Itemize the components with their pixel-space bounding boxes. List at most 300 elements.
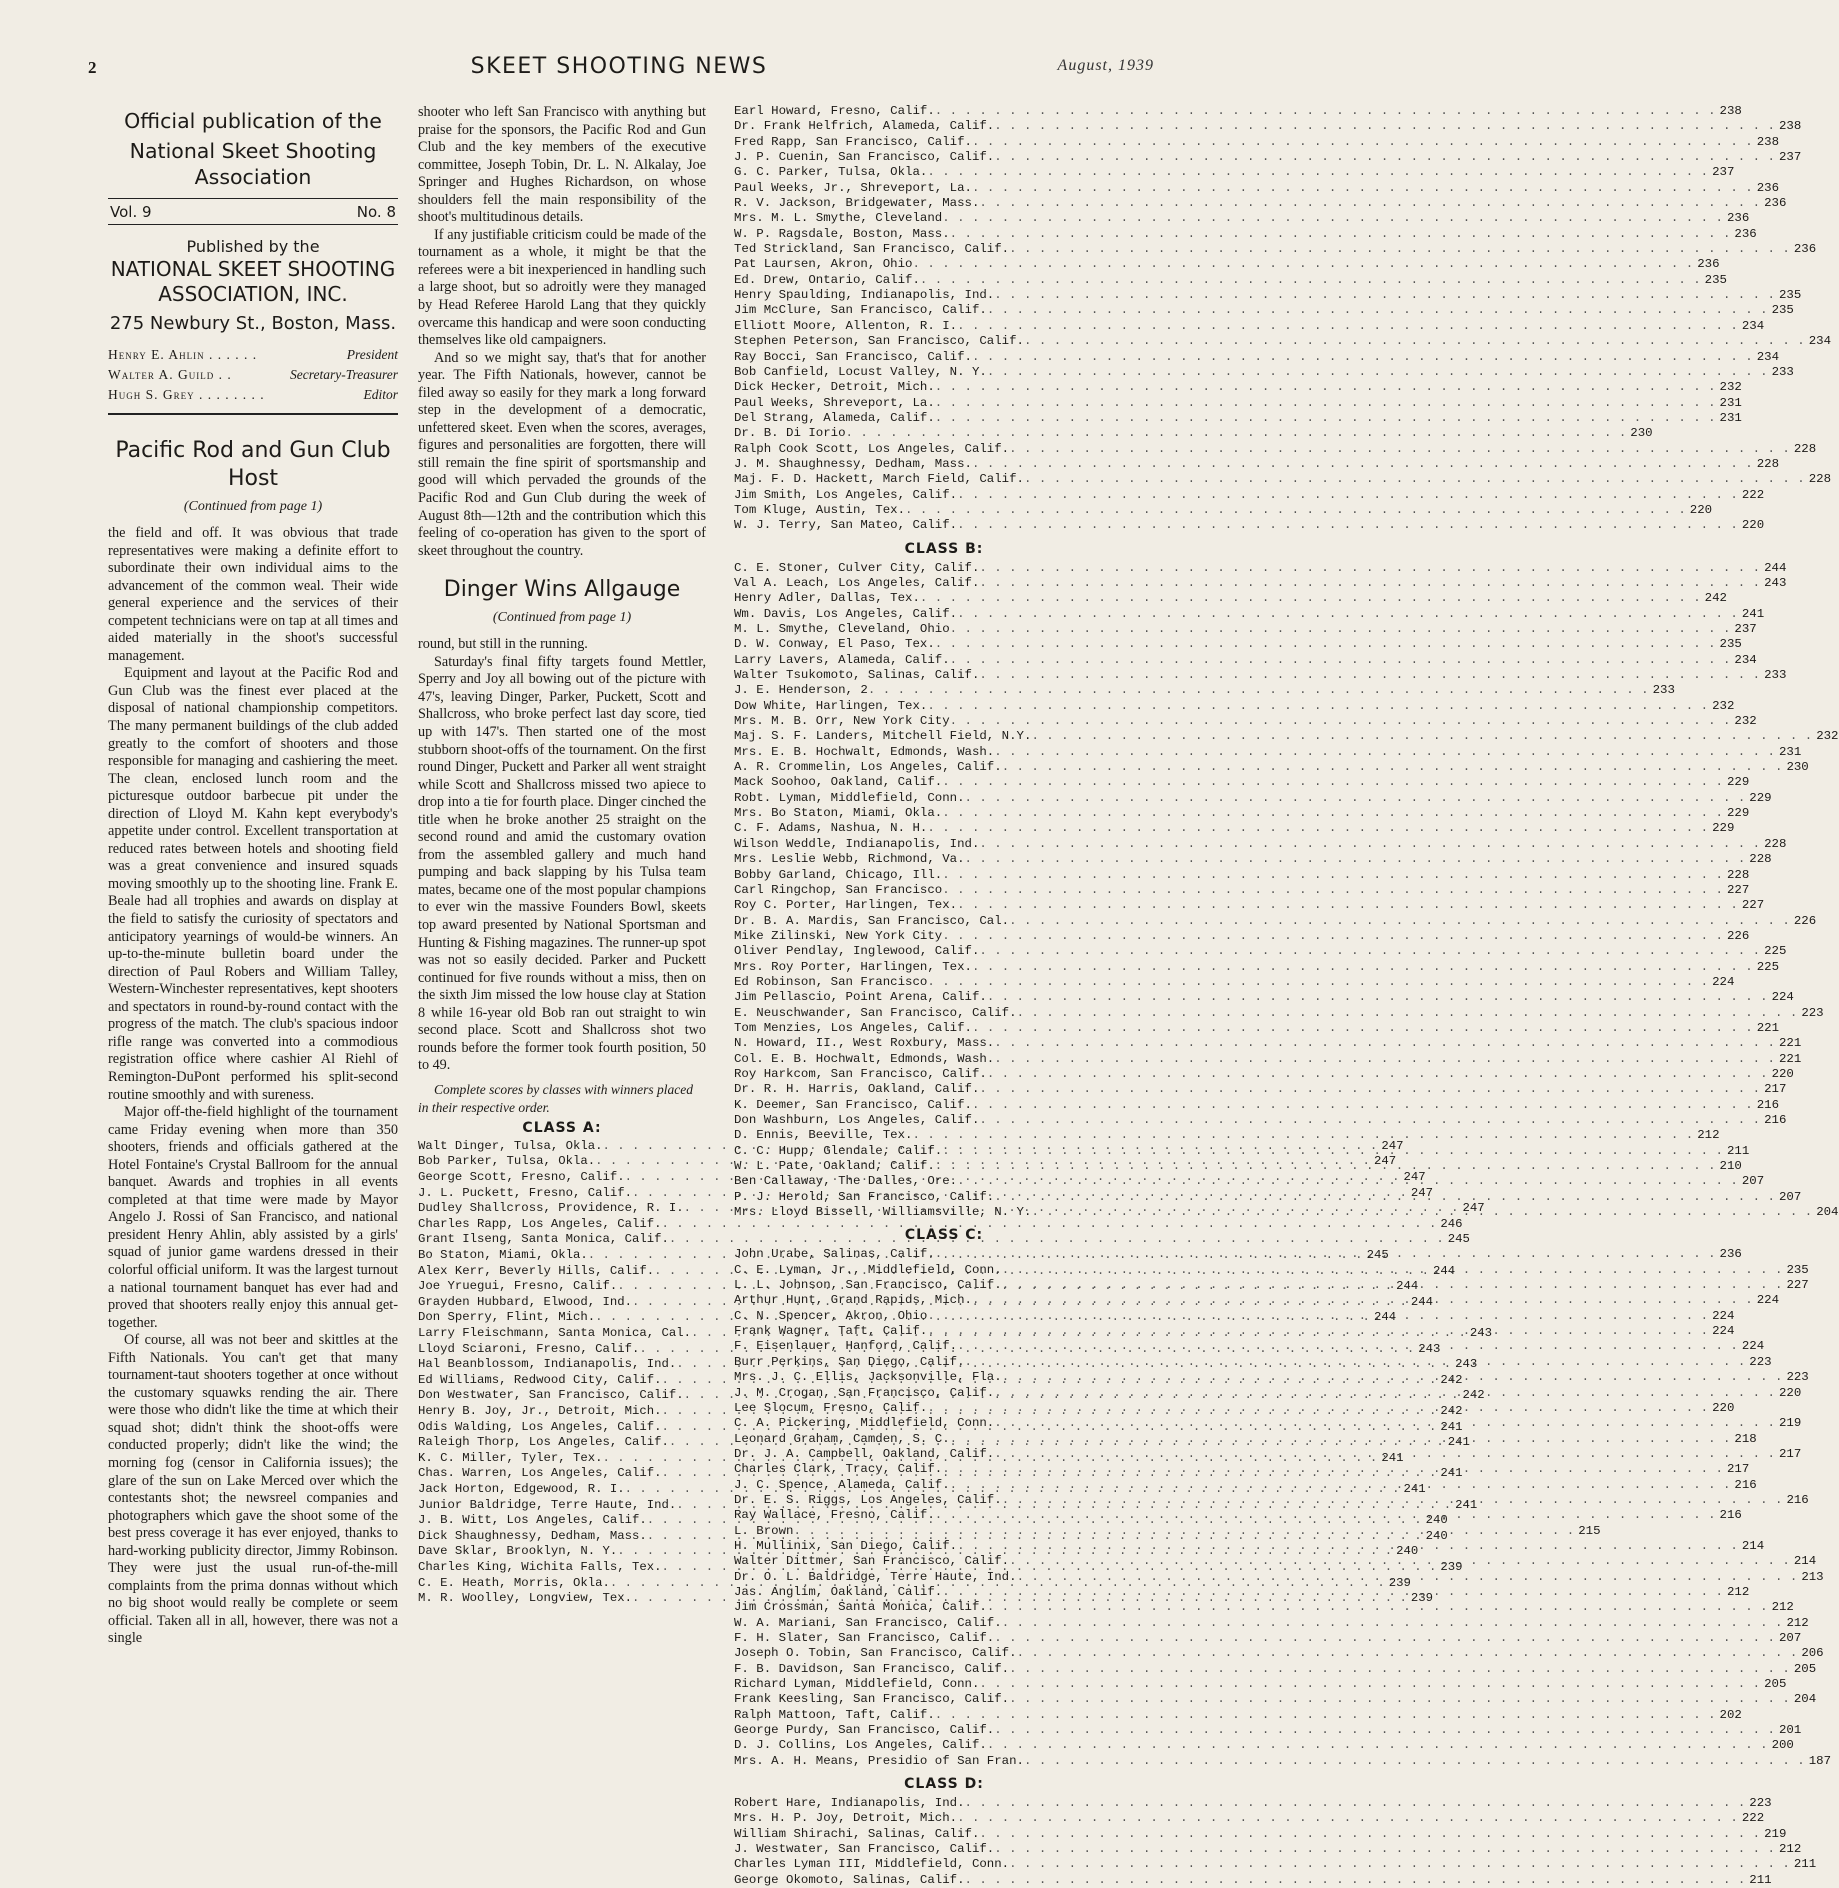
shooter-name: Ralph Cook Scott, Los Angeles, Calif. <box>734 441 1010 456</box>
shooter-name: C. N. Spencer, Akron, Ohio <box>734 1308 928 1323</box>
score-row <box>734 1020 1780 1036</box>
shooter-name: C. E. Stoner, Culver City, Calif. <box>734 560 980 575</box>
shooter-name: Don Sperry, Flint, Mich. <box>418 1310 596 1325</box>
shooter-score: 232 <box>1719 380 1742 395</box>
dot-leader <box>950 714 1731 729</box>
shooter-score: 223 <box>1801 1005 1824 1020</box>
dot-leader <box>994 1447 1775 1462</box>
shooter-name: Maj. S. F. Landers, Mitchell Field, N.Y. <box>734 729 1032 744</box>
dot-leader <box>1009 914 1790 929</box>
dot-leader <box>1024 472 1805 487</box>
shooter-name: Walt Dinger, Tulsa, Okla. <box>418 1138 603 1153</box>
paragraph: Of course, all was not beer and skittles at the Fifth Nationals. You can't get that many tournament-taut shooters together at once without the customary squawks rending the air. There were those who didn't like the time at which their squad shot; didn't think the shoot-offs were conducted properly; didn't like the wind; the morning fog (censor in California issues); the glare of the sun on Lake Merced over which the contestants shot; the newsreel companies and photographers which gave the shoot some of the best press coverage it has ever enjoyed, thanks to hard-working publicity director, Jimmy Robinson. They were just the usual run-of-the-mill complaints from the prima donnas without which no big shoot would really be complete or seem official. Taken all in all, however, there was not a single <box>108 1332 398 1647</box>
dot-leader <box>972 135 1753 150</box>
shooter-score: 220 <box>1689 502 1713 517</box>
dot-leader <box>979 1082 1760 1097</box>
score-row <box>734 714 1757 729</box>
shooter-score: 211 <box>1749 1872 1772 1887</box>
score-row <box>734 790 1772 806</box>
association-address: 275 Newbury St., Boston, Mass. <box>109 313 397 334</box>
class-d-heading: CLASS D: <box>904 1776 984 1793</box>
shooter-name: F. H. Slater, San Francisco, Calif. <box>734 1631 995 1645</box>
shooter-score: 236 <box>1734 226 1757 241</box>
dot-leader <box>957 1539 1738 1554</box>
shooter-name: M. L. Smythe, Cleveland, Ohio <box>734 622 950 636</box>
dot-leader <box>1002 1370 1783 1385</box>
score-row <box>734 395 1742 411</box>
column-1 <box>108 104 398 1648</box>
shooter-score: 217 <box>1764 1082 1787 1097</box>
dot-leader <box>950 622 1731 637</box>
shooter-score: 205 <box>1793 1661 1817 1676</box>
score-row <box>734 974 1735 990</box>
dot-leader <box>927 821 1708 836</box>
shooter-name: Roy C. Porter, Harlingen, Tex. <box>734 898 958 913</box>
score-row <box>734 606 1765 622</box>
shooter-name: Ray Wallace, Fresno, Calif. <box>734 1508 935 1523</box>
shooter-name: Larry Lavers, Alameda, Calif. <box>734 652 950 667</box>
dot-leader <box>979 1827 1760 1842</box>
dot-leader <box>957 518 1738 533</box>
score-row <box>734 257 1720 272</box>
shooter-name: Dr. B. A. Mardis, San Francisco, Cal. <box>734 913 1010 928</box>
dot-leader <box>972 350 1753 365</box>
shooter-score: 216 <box>1734 1477 1757 1492</box>
shooter-name: W. L. Pate, Oakland, Calif. <box>734 1159 935 1174</box>
shooter-name: Mack Soohoo, Oakland, Calif. <box>734 775 943 790</box>
shooter-score: 218 <box>1734 1431 1757 1446</box>
dot-leader <box>942 883 1723 898</box>
shooter-score: 222 <box>1741 1811 1765 1826</box>
score-row <box>734 104 1742 119</box>
shooter-name: Tom Kluge, Austin, Tex. <box>734 502 906 517</box>
dot-leader <box>1009 1857 1790 1872</box>
dot-leader <box>942 806 1723 821</box>
shooter-name: Dave Sklar, Brooklyn, N. Y. <box>418 1544 618 1559</box>
shooter-score: 226 <box>1726 928 1750 943</box>
shooter-name: C. A. Pickering, Middlefield, Conn. <box>734 1416 995 1431</box>
dot-leader <box>972 1098 1753 1113</box>
shooter-score: 217 <box>1726 1462 1750 1477</box>
dot-leader <box>965 791 1746 806</box>
shooter-score: 216 <box>1719 1508 1742 1523</box>
shooter-score: 243 <box>1455 1357 1478 1372</box>
issue-number: No. 8 <box>356 203 396 221</box>
dot-leader <box>942 775 1723 790</box>
score-row <box>734 1128 1720 1143</box>
score-row <box>734 1082 1787 1097</box>
shooter-name: Charles Clark, Tracy, Calif. <box>734 1462 943 1477</box>
page-number: 2 <box>88 58 97 77</box>
shooter-name: Don Westwater, San Francisco, Calif. <box>418 1388 684 1403</box>
shooter-name: Charles Lyman III, Middlefield, Conn. <box>734 1857 1010 1872</box>
shooter-score: 201 <box>1779 1723 1802 1738</box>
dot-leader <box>935 411 1716 426</box>
shooter-score: 206 <box>1801 1646 1824 1661</box>
shooter-score: 227 <box>1741 898 1765 913</box>
score-row <box>734 1005 1824 1021</box>
shooter-name: Dick Hecker, Detroit, Mich. <box>734 380 935 395</box>
dot-leader <box>987 303 1768 318</box>
score-row <box>734 318 1765 334</box>
continued-note: (Continued from page 1) <box>492 610 632 626</box>
shooter-score: 225 <box>1764 944 1787 959</box>
shooter-score: 228 <box>1726 867 1750 882</box>
dot-leader <box>994 1842 1775 1857</box>
dot-leader <box>979 196 1760 211</box>
article-headline: Pacific Rod and Gun Club Host <box>115 438 391 491</box>
shooter-score: 229 <box>1712 821 1735 836</box>
shooter-name: Pat Laursen, Akron, Ohio <box>734 257 913 272</box>
dot-leader <box>994 1190 1775 1205</box>
dot-leader <box>957 319 1738 334</box>
dot-leader <box>1031 1205 1812 1220</box>
dot-leader <box>994 745 1775 760</box>
shooter-score: 234 <box>1741 318 1765 333</box>
shooter-name: Stephen Peterson, San Francisco, Calif. <box>734 334 1024 349</box>
dot-leader <box>965 852 1746 867</box>
shooter-name: R. V. Jackson, Bridgewater, Mass. <box>734 196 980 211</box>
shooter-name: Dick Shaughnessy, Dedham, Mass. <box>418 1528 647 1543</box>
score-row <box>734 518 1765 533</box>
article-body <box>108 525 398 1648</box>
shooter-name: Mrs. H. P. Joy, Detroit, Mich. <box>734 1811 958 1826</box>
shooter-name: Dr. E. S. Riggs, Los Angeles, Calif. <box>734 1492 1002 1507</box>
shooter-name: Mrs. A. H. Means, Presidio of San Fran. <box>734 1753 1024 1768</box>
shooter-name: Walter Tsukomoto, Salinas, Calif. <box>734 668 980 683</box>
score-row <box>734 575 1787 591</box>
shooter-score: 228 <box>1808 472 1832 487</box>
shooter-name: J. B. Witt, Los Angeles, Calif. <box>418 1513 647 1528</box>
dot-leader <box>1002 1278 1783 1293</box>
shooter-name: George Purdy, San Francisco, Calif. <box>734 1723 995 1738</box>
shooter-score: 216 <box>1764 1113 1787 1127</box>
shooter-name: D. Ennis, Beeville, Tex. <box>734 1128 913 1143</box>
dot-leader <box>965 1873 1746 1888</box>
score-row <box>734 334 1832 349</box>
dot-leader <box>1009 1692 1790 1707</box>
score-row <box>734 1661 1817 1677</box>
shooter-score: 212 <box>1771 1600 1794 1615</box>
dot-leader <box>1002 760 1783 775</box>
shooter-score: 244 <box>1410 1294 1433 1309</box>
shooter-score: 240 <box>1396 1544 1419 1559</box>
shooter-score: 220 <box>1771 1066 1794 1081</box>
shooter-name: Odis Walding, Los Angeles, Calif. <box>418 1419 662 1434</box>
shooter-score: 232 <box>1712 698 1735 713</box>
dot-leader <box>1002 1263 1783 1278</box>
dot-leader <box>979 1113 1760 1128</box>
shooter-name: Bo Staton, Miami, Okla. <box>418 1248 588 1263</box>
shooter-name: Jim Pellascio, Point Arena, Calif. <box>734 990 987 1005</box>
shooter-score: 245 <box>1447 1232 1470 1247</box>
score-row <box>734 196 1787 211</box>
shooter-name: F. Eisenlauer, Hanford, Calif. <box>734 1339 958 1354</box>
score-row <box>734 1113 1787 1128</box>
score-row <box>734 944 1787 959</box>
shooter-score: 227 <box>1726 882 1750 897</box>
score-row <box>734 898 1765 913</box>
dot-leader <box>979 837 1760 852</box>
dot-leader <box>935 396 1716 411</box>
shooter-score: 242 <box>1440 1403 1463 1418</box>
shooter-score: 220 <box>1712 1400 1735 1415</box>
dot-leader <box>1009 1662 1790 1677</box>
shooter-score: 234 <box>1756 349 1780 364</box>
dot-leader <box>1017 1646 1798 1661</box>
shooter-name: Jim Crossman, Santa Monica, Calif. <box>734 1600 987 1615</box>
shooter-score: 221 <box>1779 1036 1802 1051</box>
shooter-score: 233 <box>1771 364 1794 379</box>
shooter-score: 242 <box>1704 591 1727 606</box>
shooter-score: 239 <box>1440 1559 1463 1574</box>
paragraph: If any justifiable criticism could be made of the tournament as a whole, it might be that the referees were a bit inexperienced in handling such a large shoot, but so adroitly were they managed by Head Referee Harold Lang that they quickly overcame this handicap and were soon conducting themselves like old campaigners. <box>418 226 706 349</box>
shooter-score: 236 <box>1726 211 1750 226</box>
class-b-heading: CLASS B: <box>904 540 984 557</box>
shooter-name: Henry Spaulding, Indianapolis, Ind. <box>734 288 995 303</box>
shooter-score: 221 <box>1779 1051 1802 1066</box>
shooter-score: 216 <box>1756 1097 1780 1112</box>
shooter-name: Ed. Drew, Ontario, Calif. <box>734 272 920 287</box>
class-d-scores <box>734 1796 1817 1888</box>
dot-leader <box>1009 242 1790 257</box>
shooter-name: P. J. Herold, San Francisco, Calif. <box>734 1189 995 1204</box>
shooter-name: Alex Kerr, Beverly Hills, Calif. <box>418 1263 655 1278</box>
shooter-score: 223 <box>1749 1796 1772 1811</box>
shooter-name: Henry B. Joy, Jr., Detroit, Mich. <box>418 1403 662 1418</box>
shooter-name: Leonard Graham, Camden, S. C. <box>734 1431 950 1446</box>
shooter-score: 244 <box>1396 1279 1419 1294</box>
shooter-name: Ted Strickland, San Francisco, Calif. <box>734 242 1010 257</box>
dot-leader <box>935 637 1716 652</box>
staff-row: Walter A. Guild . . Secretary-Treasurer <box>108 367 398 382</box>
score-row <box>734 1723 1802 1738</box>
shooter-name: Wilson Weddle, Indianapolis, Ind. <box>734 836 980 851</box>
shooter-name: Raleigh Thorp, Los Angeles, Calif. <box>418 1435 669 1450</box>
dot-leader <box>942 868 1723 883</box>
shooter-name: Walter Dittmer, San Francisco, Calif. <box>734 1554 1010 1569</box>
shooter-name: Frank Wagner, Taft, Calif. <box>734 1324 928 1339</box>
shooter-name: J. P. Cuenin, San Francisco, Calif. <box>734 150 995 165</box>
shooter-name: Fred Rapp, San Francisco, Calif. <box>734 134 972 149</box>
shooter-score: 240 <box>1425 1513 1448 1528</box>
shooter-score: 230 <box>1630 426 1653 441</box>
shooter-score: 235 <box>1786 1262 1809 1277</box>
shooter-name: C. E. Lyman, Jr., Middlefield, Conn. <box>734 1262 1002 1277</box>
shooter-score: 211 <box>1793 1857 1817 1872</box>
score-row <box>734 928 1750 944</box>
dot-leader <box>957 488 1738 503</box>
dot-leader <box>905 503 1686 518</box>
shooter-score: 207 <box>1741 1174 1765 1189</box>
score-row <box>734 456 1780 472</box>
shooter-name: Jim Smith, Los Angeles, Calif. <box>734 487 958 502</box>
shooter-score: 224 <box>1741 1339 1765 1354</box>
dot-leader <box>942 1585 1723 1600</box>
shooter-score: 229 <box>1749 790 1772 805</box>
shooter-name: K. Deemer, San Francisco, Calif. <box>734 1097 972 1112</box>
dot-leader <box>920 591 1701 606</box>
shooter-name: Dr. R. H. Harris, Oakland, Calif. <box>734 1082 980 1097</box>
dot-leader <box>1017 1006 1798 1021</box>
shooter-score: 228 <box>1749 852 1772 867</box>
paragraph: Saturday's final fifty targets found Mettler, Sperry and Joy all bowing out of the picture with 47's, leaving Dinger, Parker, Puckett, Scott and Shallcross, who broke perfect last day score, tied up with 147's. Then started one of the most stubborn shoot-offs of the tournament. On the first round Dinger, Puckett and Parker all went straight while Scott and Shallcross missed two apiece to drop into a tie for fourth place. Dinger cinched the title when he broke another 25 straight on the second round and amid the customary ovation from the assembled gallery and much hand pumping and back slapping by his Tulsa team mates, became one of the most popular champions to ever win the massive Founders Bowl, skeets top award presented by National Sportsman and Hunting & Fishing magazines. The runner-up spot was not so easily decided. Parker and Puckett continued for five rounds without a miss, then on the sixth Jim missed the low house clay at Station 8 while 16-year old Bob ran out straight to win second place. Scott and Shallcross shot two rounds before the former took fourth position, 50 to 49. <box>418 653 706 1074</box>
shooter-name: L. L. Johnson, San Francisco, Calif. <box>734 1278 1002 1293</box>
dot-leader <box>979 561 1760 576</box>
score-row <box>734 242 1817 257</box>
score-row <box>734 760 1809 775</box>
shooter-name: N. Howard, II., West Roxbury, Mass. <box>734 1036 995 1051</box>
paragraph: round, but still in the running. <box>418 636 588 653</box>
shooter-score: 224 <box>1712 1324 1735 1339</box>
dot-leader <box>987 1738 1768 1753</box>
shooter-score: 241 <box>1403 1481 1426 1496</box>
dot-leader <box>942 1144 1723 1159</box>
shooter-name: Paul Weeks, Shreveport, La. <box>734 395 935 410</box>
dot-leader <box>935 1508 1716 1523</box>
shooter-name: Mrs. Roy Porter, Harlingen, Tex. <box>734 959 972 974</box>
score-row <box>734 698 1735 714</box>
shooter-score: 237 <box>1734 622 1757 636</box>
shooter-score: 213 <box>1801 1569 1824 1584</box>
shooter-name: Robert Hare, Indianapolis, Ind. <box>734 1796 965 1811</box>
score-row <box>734 775 1750 790</box>
shooter-score: 220 <box>1741 518 1765 533</box>
shooter-name: Jim McClure, San Francisco, Calif. <box>734 303 987 318</box>
shooter-name: Paul Weeks, Jr., Shreveport, La. <box>734 180 972 195</box>
paragraph: the field and off. It was obvious that trade representatives were making a definite effort to subordinate their own individual aims to the advancement of the common weal. Their wide general experience and the services of their competent technicians were on tap at all times and aided materially in the shoot's successful management. <box>108 525 398 664</box>
shooter-score: 226 <box>1793 913 1817 928</box>
dot-leader <box>987 990 1768 1005</box>
shooter-name: C. E. Heath, Morris, Okla. <box>418 1575 610 1590</box>
score-row <box>734 1600 1794 1615</box>
shooter-score: 241 <box>1440 1466 1463 1481</box>
dot-leader <box>927 1401 1708 1416</box>
shooter-name: Maj. F. D. Hackett, March Field, Calif. <box>734 472 1024 487</box>
shooter-score: 202 <box>1719 1707 1742 1722</box>
score-row <box>734 1646 1824 1661</box>
score-row <box>734 1707 1742 1723</box>
score-row <box>734 410 1742 426</box>
shooter-name: Richard Lyman, Middlefield, Conn. <box>734 1677 980 1692</box>
shooter-name: G. C. Parker, Tulsa, Okla. <box>734 165 928 180</box>
shooter-score: 235 <box>1771 303 1794 318</box>
score-row <box>734 1097 1780 1113</box>
score-row <box>734 150 1802 165</box>
dot-leader <box>1024 334 1805 349</box>
dot-leader <box>965 1355 1746 1370</box>
association-name-1: NATIONAL SKEET SHOOTING <box>110 257 396 281</box>
shooter-score: 214 <box>1793 1554 1817 1569</box>
shooter-score: 227 <box>1786 1278 1809 1293</box>
score-row <box>418 1216 1463 1233</box>
shooter-score: 231 <box>1719 395 1742 410</box>
score-row <box>734 591 1727 606</box>
shooter-name: Bob Parker, Tulsa, Okla. <box>418 1154 596 1169</box>
shooter-name: J. M. Shaughnessy, Dedham, Mass. <box>734 456 972 471</box>
dot-leader <box>994 1723 1775 1738</box>
score-row <box>734 652 1757 668</box>
score-row <box>734 852 1772 867</box>
shooter-name: Dow White, Harlingen, Tex. <box>734 698 928 713</box>
shooter-name: Charles King, Wichita Falls, Tex. <box>418 1559 662 1574</box>
shooter-score: 235 <box>1779 288 1802 303</box>
score-row <box>734 882 1750 898</box>
shooter-name: John Urabe, Salinas, Calif. <box>734 1247 935 1262</box>
shooter-score: 235 <box>1719 637 1742 652</box>
shooter-score: 224 <box>1756 1293 1780 1308</box>
dot-leader <box>979 1677 1760 1692</box>
dot-leader <box>942 929 1723 944</box>
shooter-name: D. J. Collins, Los Angeles, Calif. <box>734 1738 987 1753</box>
shooter-score: 234 <box>1734 652 1757 667</box>
shooter-name: Ray Bocci, San Francisco, Calif. <box>734 349 972 364</box>
dot-leader <box>935 1159 1716 1174</box>
dot-leader <box>927 1309 1708 1324</box>
shooter-score: 207 <box>1779 1631 1802 1645</box>
dot-leader <box>912 1128 1693 1143</box>
shooter-score: 241 <box>1447 1435 1470 1450</box>
shooter-score: 205 <box>1764 1677 1787 1692</box>
shooter-score: 243 <box>1469 1326 1493 1341</box>
score-row <box>734 1753 1832 1769</box>
shooter-name: H. Mullinix, San Diego, Calif. <box>734 1538 958 1553</box>
score-row <box>734 364 1794 380</box>
score-row <box>734 288 1802 303</box>
shooter-name: Chas. Warren, Los Angeles, Calif. <box>418 1466 662 1481</box>
score-row <box>734 1066 1794 1082</box>
score-row <box>734 1631 1802 1646</box>
shooter-name: Dr. O. L. Baldridge, Terre Haute, Ind. <box>734 1569 1017 1584</box>
shooter-score: 229 <box>1726 806 1750 821</box>
shooter-name: Mrs. Lloyd Bissell, Williamsville, N. Y. <box>734 1205 1032 1220</box>
shooter-name: Ed Robinson, San Francisco <box>734 974 928 989</box>
shooter-name: George Okomoto, Salinas, Calif. <box>734 1872 965 1887</box>
shooter-name: Jack Horton, Edgewood, R. I. <box>418 1481 625 1496</box>
shooter-score: 228 <box>1793 441 1817 456</box>
score-row <box>734 1857 1817 1872</box>
shooter-score: 244 <box>1764 560 1787 575</box>
shooter-name: Wm. Davis, Los Angeles, Calif. <box>734 606 958 621</box>
shooter-score: 239 <box>1388 1575 1411 1590</box>
dot-leader <box>994 1631 1775 1646</box>
shooter-score: 224 <box>1712 1308 1735 1323</box>
shooter-score: 187 <box>1808 1753 1832 1768</box>
shooter-score: 216 <box>1786 1492 1809 1507</box>
dot-leader <box>912 257 1693 272</box>
dot-leader <box>957 1811 1738 1826</box>
dot-leader <box>935 380 1716 395</box>
shooter-name: Robt. Lyman, Middlefield, Conn. <box>734 790 965 805</box>
scores-intro: Complete scores by classes with winners placed in their respective order. <box>418 1081 693 1115</box>
score-row <box>734 1677 1787 1692</box>
shooter-score: 235 <box>1704 272 1727 287</box>
score-row <box>734 913 1817 929</box>
paragraph: shooter who left San Francisco with anything but praise for the sponsors, the Pacific Rod and Gun Club and the key members of the executive committee, Joseph Tobin, Dr. L. N. Alkalay, Joe Springer and Hughes Richardson, on whose shoulders fell the main responsibility of the shoot's multitudinous details. <box>418 104 706 226</box>
shooter-name: Mrs. Leslie Webb, Richmond, Va. <box>734 852 965 867</box>
score-row <box>734 1826 1787 1842</box>
running-header <box>84 54 1154 86</box>
shooter-name: Roy Harkcom, San Francisco, Calif. <box>734 1066 987 1081</box>
shooter-name: W. A. Mariani, San Francisco, Calif. <box>734 1615 1002 1630</box>
shooter-score: 204 <box>1793 1692 1817 1707</box>
shooter-name: J. Westwater, San Francisco, Calif. <box>734 1842 995 1857</box>
masthead <box>108 108 398 405</box>
dot-leader <box>987 365 1768 380</box>
dot-leader <box>950 1432 1731 1447</box>
shooter-score: 233 <box>1652 683 1675 698</box>
score-row <box>734 211 1750 226</box>
